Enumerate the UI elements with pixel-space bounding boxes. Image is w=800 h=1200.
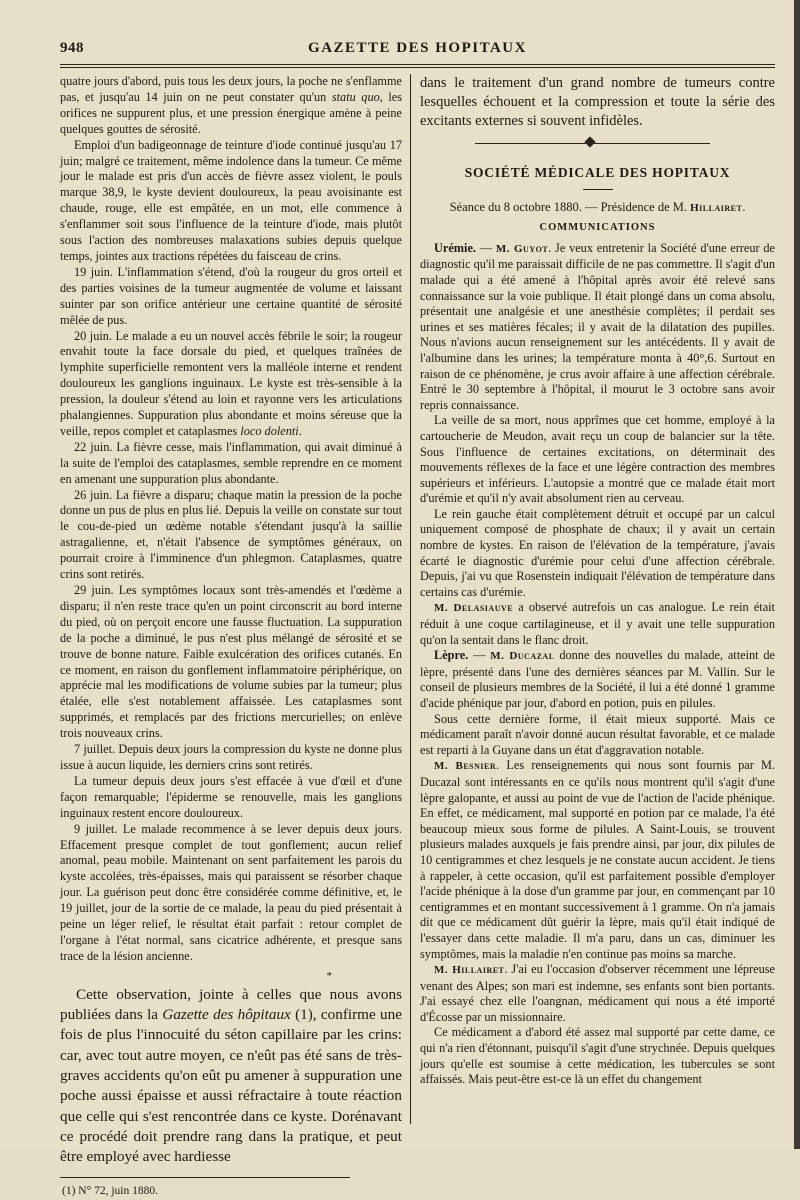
paragraph: 20 juin. Le malade a eu un nouvel accès fébrile le soir; la rougeur envahit toute la face dorsale du pied, et quelques traînées de lymphite superficielle remontent vers la malléole interne et rendent douloureux les ganglions inguinaux. Le kyste est très-sensible à la pression, la douleur s'étend au loin et rayonne vers les articulations phalangiennes. Suppuration plus abondante et moins séreuse que la veille, repos complet et cataplasmes loco dolenti.	[60, 328, 402, 438]
paragraph: M. Hillairet. J'ai eu l'occasion d'observer récemment une lépreuse venant des Alpes; son mari est indemne, ses enfants sont bien portants. J'ai essayé chez elle l'oangnan, médicament qui nous a été importé d'Écosse par un missionnaire.	[420, 962, 775, 1024]
paragraph: 7 juillet. Depuis deux jours la compression du kyste ne donne plus issue à aucun liquide, les derniers crins sont retirés.	[60, 742, 402, 772]
paragraph: dans le traitement d'un grand nombre de tumeurs contre lesquelles échouent et la compression et toute la série des excitants externes si souvent infidèles.	[420, 75, 775, 129]
section-title: SOCIÉTÉ MÉDICALE DES HOPITAUX	[464, 165, 731, 180]
paragraph: 26 juin. La fièvre a disparu; chaque matin la pression de la poche donne un pus de plus en plus lié. Depuis la veille on constate sur tout le cou-de-pied un œdème notable s'étendant jusqu'à la saillie astragalienne, et, n'était l'absence de symptômes généraux, on pourrait croire à l'imminence d'un phlegmon. Cataplasmes, quatre crins sont retirés.	[60, 487, 402, 582]
paragraph: Lèpre. — M. Ducazal donne des nouvelles du malade, atteint de lèpre, présenté dans l'une des dernières séances par M. Vallin. Sur le conseil de plusieurs membres de la Société, il lui a été donné 1 gramme d'acide phénique par jour, d'abord en potion, puis en pilules.	[420, 648, 775, 710]
short-rule	[583, 189, 613, 190]
journal-title: GAZETTE DES HOPITAUX	[308, 40, 527, 56]
session-line: Séance du 8 octobre 1880. — Présidence de M. Hillairet.	[449, 199, 746, 214]
header-rule-2	[60, 67, 775, 68]
column-divider	[410, 74, 411, 1124]
paragraph: Urémie. — M. Guyot. Je veux entretenir la Société d'une erreur de diagnostic qu'il me paraissait difficile de ne pas commettre. Il s'agit d'un malade qui a été amené à l'hôpital après avoir été relevé sans connaissance sur la voie publique. Il était plongé dans un coma absolu, présentait une analgésie et une anesthésie complètes; il perdait ses urines et ses matières fécales; il y avait de la dilatation des pupilles. Nous n'avions aucun renseignement sur les antécédents. Il y avait de l'albumine dans les urines; la température monta à 40°,6. Surtout en raison de ce phénomène, je crus avoir affaire à une affection cérébrale. Entré le 30 septembre à l'hôpital, il mourut le 3 octobre sans avoir repris connaissance.	[420, 240, 775, 412]
ornamental-divider	[420, 131, 775, 157]
left-column	[60, 74, 402, 1200]
paragraph: Emploi d'un badigeonnage de teinture d'iode continué jusqu'au 17 juin; malgré ce traitement, même indolence dans la tumeur. Ce même jour le malade est pris d'un accès de fièvre assez violent, le pouls marque 38,9, le kyste devient douloureux, la peau avoisinante est chaude, rouge, elle est empâtée, en un mot, elle commence à s'enflammer soit sous l'influence de la teinture d'iode, mais plutôt sous l'action des nombreuses malaxations subies depuis quelque temps, jointes aux tractions répétées du faisceau de crins.	[60, 137, 402, 263]
paragraph: 29 juin. Les symptômes locaux sont très-amendés et l'œdème a disparu; il n'en reste trace qu'en un point circonscrit au bord interne du pied, où on perçoit encore une fausse fluctuation. La suppuration de la poche a diminué, le pus n'est plus mélangé de sérosité et se trouve de bonne nature. Faible exulcération des orifices cutanés. En ce moment, en raison du gonflement inflammatoire périphérique, on apprécie mal les modifications de volume subies par la tumeur; plus étalée, elle s'est notablement affaissée. Les cataplasmes sont supprimés, et remplacés par des frictions mercurielles; on enlève trois nouveaux crins.	[60, 583, 402, 741]
diamond-ornament	[584, 136, 595, 147]
paragraph: Sous cette dernière forme, il était mieux supporté. Mais ce médicament paraît n'avoir donné aucun résultat favorable, et ce malade est reparti à la Guyane dans un état d'aggravation notable.	[420, 711, 775, 757]
paragraph: Ce médicament a d'abord été assez mal supporté par cette dame, ce qui n'a rien d'étonnant, puisqu'il s'agit d'une strychnée. Depuis quelques jours qu'elle est soumise à cette médication, les tubercules se sont affaissés. Mais peut-être est-ce là un effet du changement	[420, 1025, 775, 1087]
paragraph: La tumeur depuis deux jours s'est effacée à vue d'œil et d'une façon remarquable; l'épiderme se renouvelle, mais les ganglions inguinaux restent encore douloureux.	[60, 773, 402, 820]
paragraph: 19 juin. L'inflammation s'étend, d'où la rougeur du gros orteil et des parties voisines de la tumeur augmentée de volume et laissant suinter par son orifice antérieur une certaine quantité de sérosité mêlée de pus.	[60, 264, 402, 327]
footnote: (1) N° 72, juin 1880.	[62, 1185, 158, 1198]
header-rule	[60, 64, 775, 65]
paragraph: Le rein gauche était complètement détruit et occupé par un calcul uniquement composé de phosphate de chaux; il y avait un certain nombre de kystes. En raison de l'élévation de la température, j'avais écarté le diagnostic d'urémie pour celui d'une affection cérébrale. Depuis, j'ai vu que Rosenstein indiquait l'élévation de température dans certains cas d'urémie.	[420, 506, 775, 599]
conclusion-paragraph: Cette observation, jointe à celles que nous avons publiées dans la Gazette des hôpitaux (1), confirme une fois de plus l'innocuité du séton capillaire par les crins: car, avec tout autre moyen, ce n'eût pas été sans de très-graves accidents qu'on eût pu amener à suppuration une poche aussi épaisse et aussi réfractaire à toute réaction que celle qui s'est rencontrée dans ce kyste. Dorénavant ce procédé doit prendre rang dans la pratique, et peut être employé avec hardiesse	[60, 985, 402, 1166]
page-header	[60, 40, 775, 60]
section-star: *	[326, 969, 332, 982]
paragraph: M. Besnier. Les renseignements qui nous sont fournis par M. Ducazal sont intéressants en ce qu'ils nous montrent qu'il s'agit d'une lèpre galopante, et aussi au point de vue de l'action de l'acide phénique. En effet, ce médicament, mal supporté en potion par ce malade, l'a été beaucoup mieux sous forme de pilules. A Saint-Louis, se trouvent plusieurs malades auxquels je fais prendre ainsi, par jour, dix pilules de 10 centigrammes et chez lesquels je ne constate aucun accident. Je tiens à rappeler, à cette occasion, qu'il est parfaitement possible d'employer l'acide phénique à la dose d'un gramme par jour, en commençant par 10 centigrammes et en montant successivement à 1 gramme. On n'a jamais dit que ce médicament dût guérir la lèpre, mais qu'il était indiqué de l'essayer dans cette maladie. Il m'a paru, dans un cas, diminuer les symptômes, mais la maladie n'en continue pas moins sa marche.	[420, 758, 776, 961]
page-edge-shadow	[794, 0, 800, 1149]
right-column	[420, 74, 775, 1088]
paragraph: La veille de sa mort, nous apprîmes que cet homme, employé à la cartoucherie de Meudon, avait reçu un coup de balancier sur la tête. Sous l'influence de certaines excitations, on déterminait des mouvements réflexes de la face et une légère contraction des membres supérieurs et inférieurs. L'autopsie a montré que ce malade était mort d'urémie et qu'il n'y avait absolument rien au cerveau.	[420, 413, 775, 506]
paragraph: M. Delasiauve a observé autrefois un cas analogue. Le rein était réduit à une coque cartilagineuse, et il y avait une telle suppuration qu'on la sentait dans le flanc droit.	[420, 600, 775, 647]
footnote-rule	[60, 1177, 350, 1178]
paragraph: 9 juillet. Le malade recommence à se lever depuis deux jours. Effacement presque complet de tout gonflement; aucun relief anomal, peau mobile. Maintenant on sent parfaitement les parois du kyste accolées, très-épaisses, mais qui paraissent se résorber chaque jour. La guérison peut donc être considérée comme définitive, et, le 19 juillet, jour de la sortie de ce malade, la peau du pied présentait à peine un léger relief, le résultat était parfait : retour complet de l'organe à l'état normal, sans cicatrice adhérente, et presque sans trace de la lésion ancienne.	[60, 821, 402, 963]
page-number: 948	[60, 40, 84, 56]
paragraph: 22 juin. La fièvre cesse, mais l'inflammation, qui avait diminué à la suite de l'emploi des cataplasmes, semble reprendre en ce moment en amenant une suppuration plus abondante.	[60, 439, 402, 486]
communications-heading: COMMUNICATIONS	[539, 222, 656, 234]
paragraph: quatre jours d'abord, puis tous les deux jours, la poche ne s'enflamme pas, et jusqu'au 14 juin on ne peut constater qu'un statu quo, les orifices ne suppurent plus, et une pression énergique amène à peine quelques gouttes de sérosité.	[60, 74, 403, 136]
